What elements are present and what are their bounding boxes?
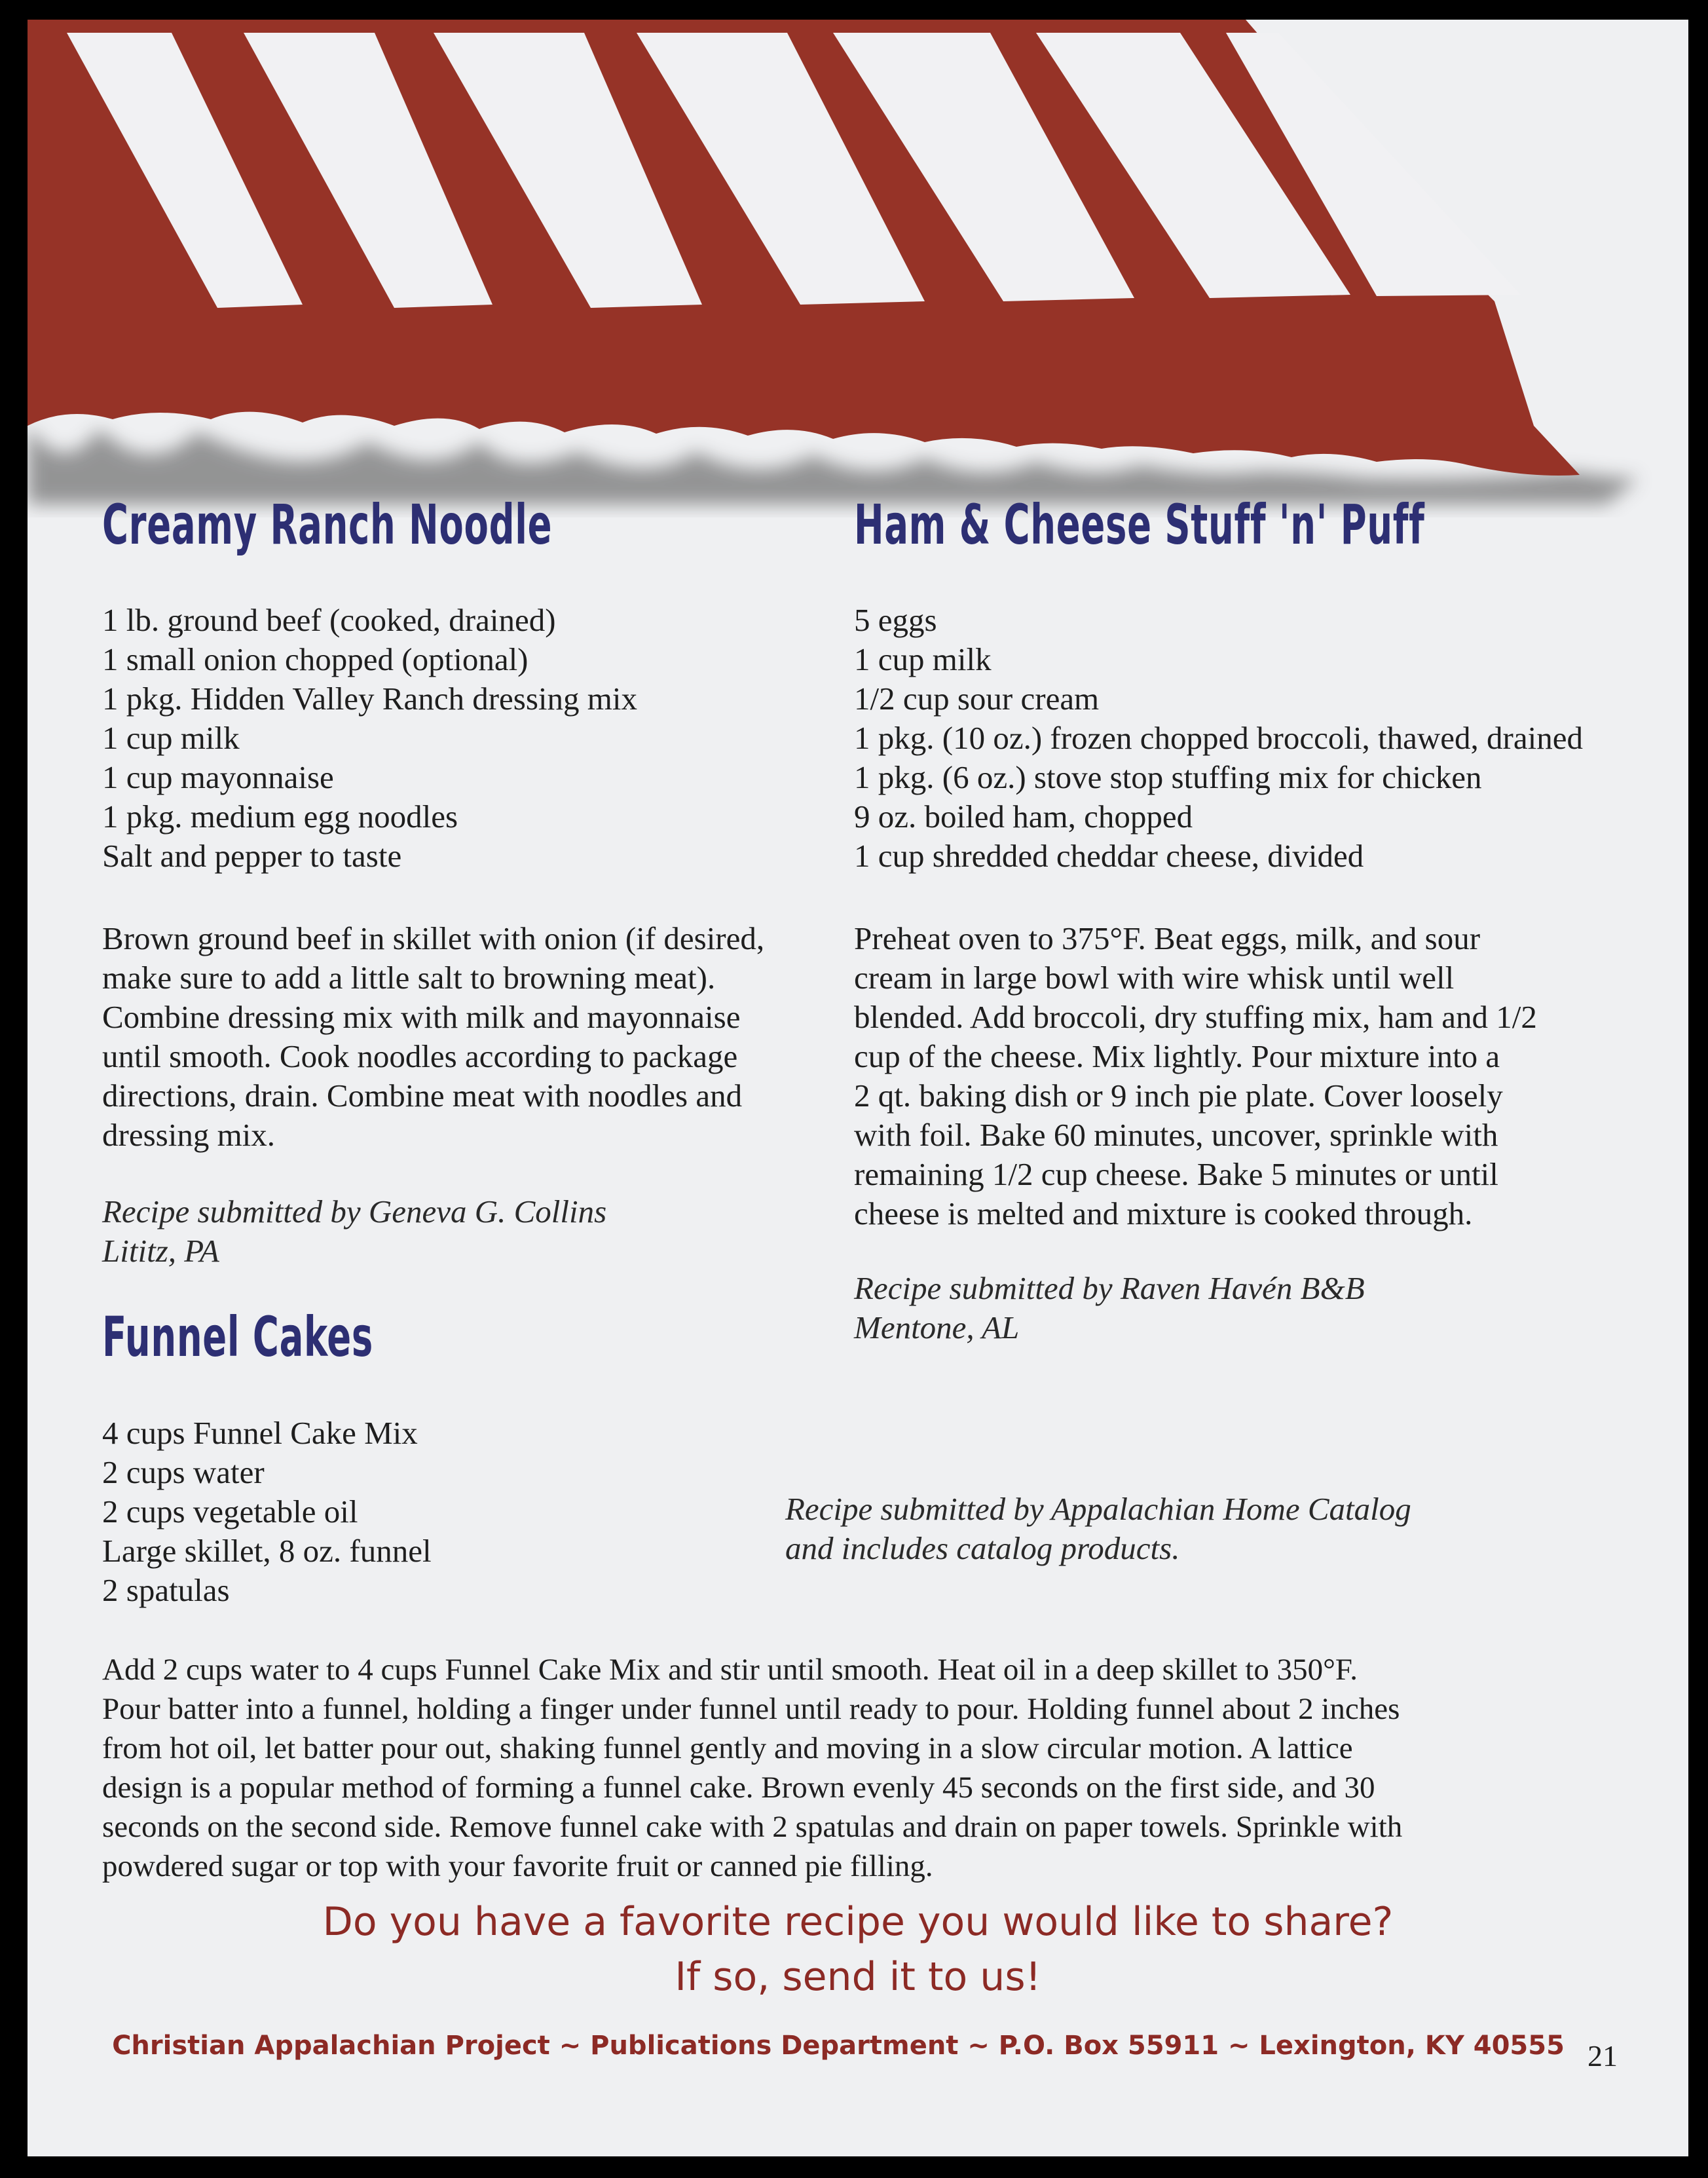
directions-line: blended. Add broccoli, dry stuffing mix, ham and 1/2 xyxy=(854,999,1537,1035)
directions-line: cream in large bowl with wire whisk until well xyxy=(854,960,1455,996)
ranch-ingredients-list xyxy=(102,601,637,876)
ingredient-item: 2 spatulas xyxy=(102,1572,230,1608)
ingredient-item: 1/2 cup sour cream xyxy=(854,681,1100,717)
directions-line: until smooth. Cook noodles according to package xyxy=(102,1038,738,1074)
ham-credit xyxy=(854,1269,1365,1347)
ingredient-item: 4 cups Funnel Cake Mix xyxy=(102,1415,418,1451)
page-number: 21 xyxy=(1587,2039,1618,2073)
recipe-title-funnel-cakes: Funnel Cakes xyxy=(102,1305,374,1369)
ingredient-item: 1 cup shredded cheddar cheese, divided xyxy=(854,838,1364,874)
page xyxy=(28,20,1688,2156)
cta-share-recipe: Do you have a favorite recipe you would like to share? xyxy=(322,1899,1394,1945)
funnel-directions xyxy=(102,1650,1402,1886)
recipe-title-creamy-ranch-noodle: Creamy Ranch Noodle xyxy=(102,493,553,557)
credit-line: Recipe submitted by Appalachian Home Catalog xyxy=(785,1491,1411,1527)
funnel-ingredients-list xyxy=(102,1414,432,1610)
ingredient-item: Large skillet, 8 oz. funnel xyxy=(102,1533,432,1569)
ham-directions xyxy=(854,919,1537,1233)
ingredient-item: 2 cups vegetable oil xyxy=(102,1493,358,1530)
ingredient-item: Salt and pepper to taste xyxy=(102,838,402,874)
directions-line: cheese is melted and mixture is cooked through. xyxy=(854,1195,1473,1231)
directions-line: dressing mix. xyxy=(102,1117,276,1153)
credit-line: Recipe submitted by Geneva G. Collins xyxy=(102,1193,607,1230)
ingredient-item: 1 cup mayonnaise xyxy=(102,759,334,795)
directions-line: seconds on the second side. Remove funnel cake with 2 spatulas and drain on paper towels. Sprinkle with xyxy=(102,1810,1403,1844)
directions-line: cup of the cheese. Mix lightly. Pour mixture into a xyxy=(854,1038,1500,1074)
ingredient-item: 1 pkg. medium egg noodles xyxy=(102,798,458,835)
ham-ingredients-list xyxy=(854,601,1583,876)
ingredient-item: 1 pkg. (6 oz.) stove stop stuffing mix for chicken xyxy=(854,759,1482,795)
directions-line: 2 qt. baking dish or 9 inch pie plate. Cover loosely xyxy=(854,1078,1503,1114)
directions-line: make sure to add a little salt to browning meat). xyxy=(102,960,716,996)
directions-line: Pour batter into a funnel, holding a finger under funnel until ready to pour. Holding funnel about 2 inches xyxy=(102,1692,1400,1726)
ingredient-item: 2 cups water xyxy=(102,1454,265,1490)
directions-line: Add 2 cups water to 4 cups Funnel Cake Mix and stir until smooth. Heat oil in a deep skillet to 350°F. xyxy=(102,1653,1358,1687)
directions-line: remaining 1/2 cup cheese. Bake 5 minutes or until xyxy=(854,1156,1498,1192)
ingredient-item: 1 cup milk xyxy=(102,720,240,756)
ingredient-item: 1 lb. ground beef (cooked, drained) xyxy=(102,602,556,638)
credit-line: Recipe submitted by Raven Havén B&B xyxy=(854,1270,1365,1306)
ingredient-item: 9 oz. boiled ham, chopped xyxy=(854,798,1193,835)
credit-line: Mentone, AL xyxy=(854,1309,1020,1345)
ingredient-item: 1 cup milk xyxy=(854,641,992,677)
funnel-credit xyxy=(785,1490,1411,1568)
ingredient-item: 5 eggs xyxy=(854,602,937,638)
directions-line: with foil. Bake 60 minutes, uncover, sprinkle with xyxy=(854,1117,1498,1153)
ingredient-item: 1 pkg. (10 oz.) frozen chopped broccoli, thawed, drained xyxy=(854,720,1583,756)
directions-line: Combine dressing mix with milk and mayonnaise xyxy=(102,999,741,1035)
credit-line: Lititz, PA xyxy=(102,1233,219,1269)
directions-line: from hot oil, let batter pour out, shaking funnel gently and moving in a slow circular motion. A lattice xyxy=(102,1731,1353,1765)
ranch-credit xyxy=(102,1192,606,1271)
recipe-title-ham-cheese-stuff-n-puff: Ham & Cheese Stuff 'n' Puff xyxy=(854,493,1425,557)
ingredient-item: 1 small onion chopped (optional) xyxy=(102,641,529,677)
directions-line: powdered sugar or top with your favorite fruit or canned pie filling. xyxy=(102,1849,933,1883)
credit-line: and includes catalog products. xyxy=(785,1530,1180,1566)
striped-awning-illustration xyxy=(28,20,1688,517)
ranch-directions xyxy=(102,919,764,1155)
cta-send-to-us: If so, send it to us! xyxy=(675,1954,1041,2000)
directions-line: Preheat oven to 375°F. Beat eggs, milk, and sour xyxy=(854,920,1481,956)
directions-line: directions, drain. Combine meat with noodles and xyxy=(102,1078,743,1114)
ingredient-item: 1 pkg. Hidden Valley Ranch dressing mix xyxy=(102,681,638,717)
mailing-address: Christian Appalachian Project ~ Publications Department ~ P.O. Box 55911 ~ Lexington, KY 40555 xyxy=(112,2031,1565,2061)
directions-line: design is a popular method of forming a funnel cake. Brown evenly 45 seconds on the first side, and 30 xyxy=(102,1771,1375,1805)
directions-line: Brown ground beef in skillet with onion (if desired, xyxy=(102,920,765,956)
